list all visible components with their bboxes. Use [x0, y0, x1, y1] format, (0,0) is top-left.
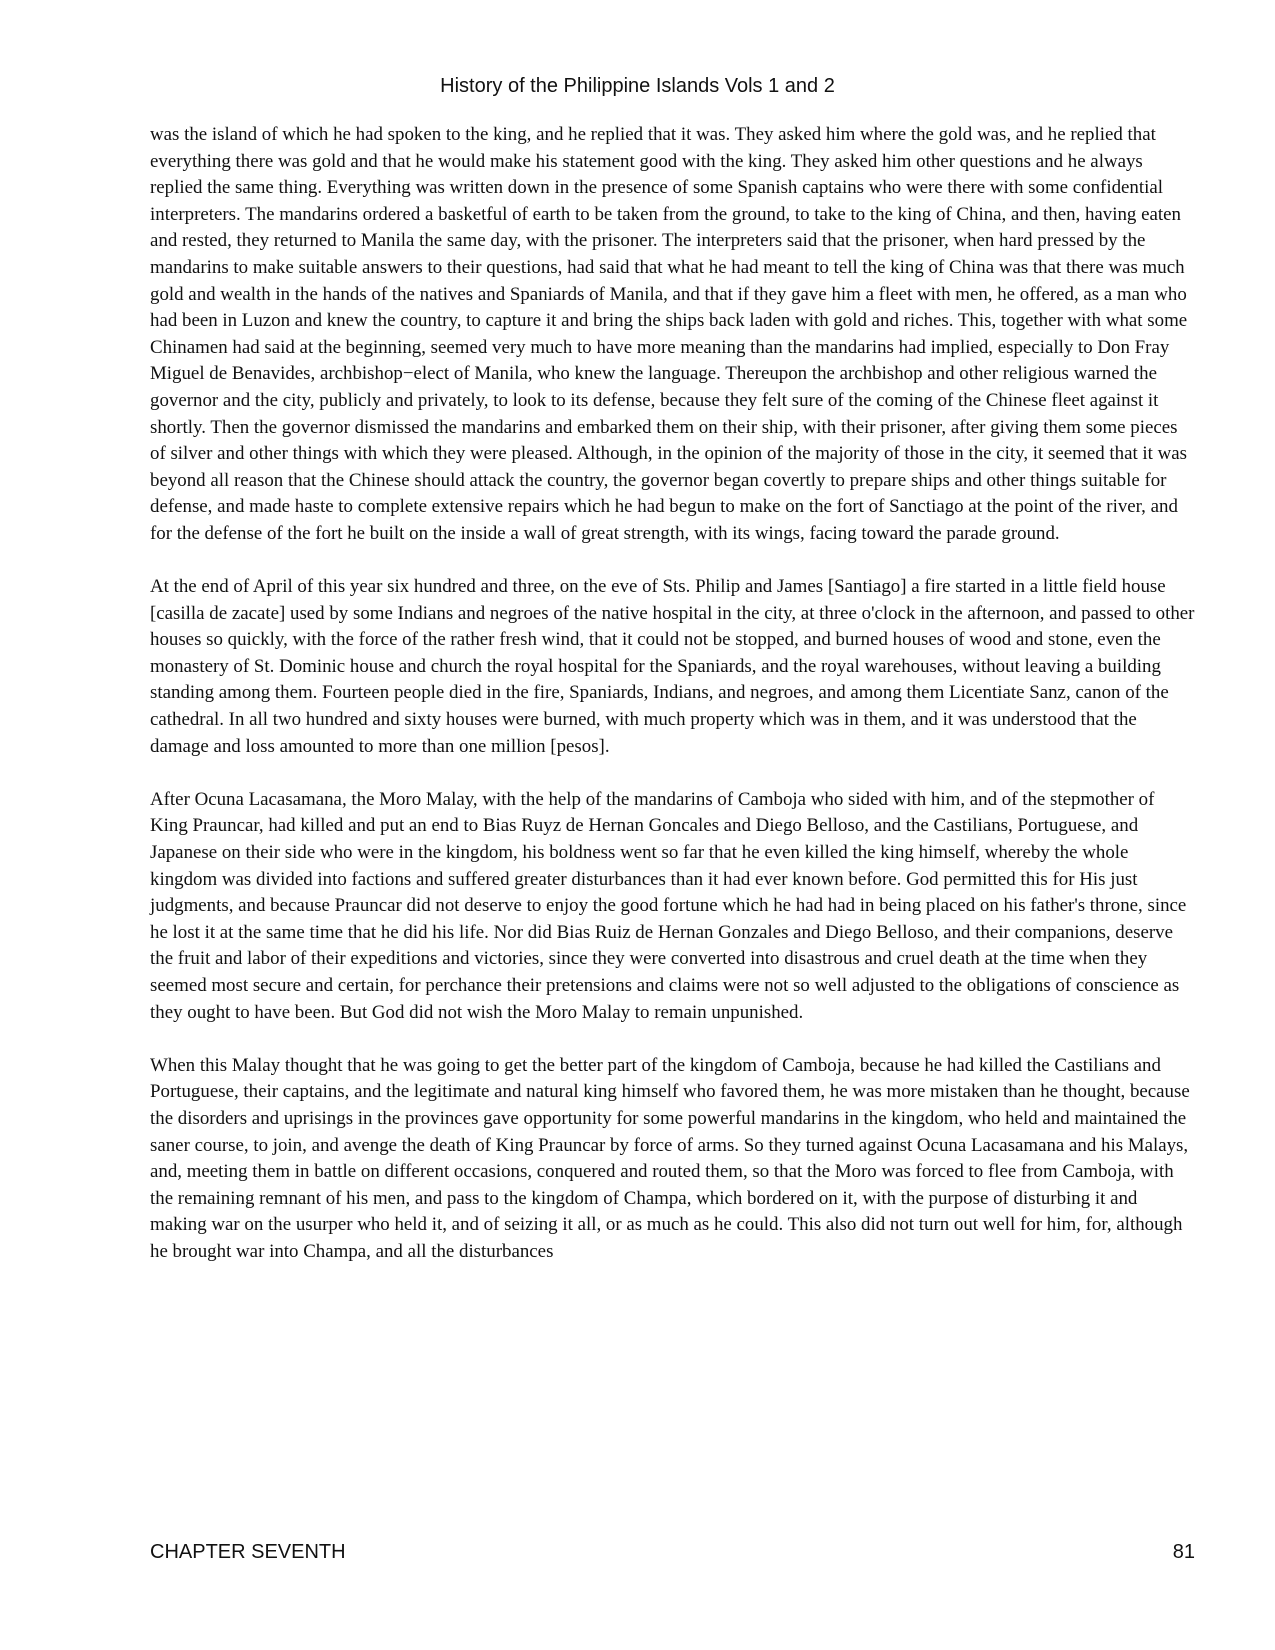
paragraph: After Ocuna Lacasamana, the Moro Malay, with the help of the mandarins of Camboja who sided with him, and of the stepmother of King Prauncar, had killed and put an end to Bias Ruyz de Hernan Goncales and Diego Belloso, and the Castilians, Portuguese, and Japanese on their side who were in the kingdom, his boldness went so far that he even killed the king himself, whereby the whole kingdom was divided into factions and suffered greater disturbances than it had ever known before. God permitted this for His just judgments, and because Prauncar did not deserve to enjoy the good fortune which he had had in being placed on his father's throne, since he lost it at the same time that he did his life. Nor did Bias Ruiz de Hernan Gonzales and Diego Belloso, and their companions, deserve the fruit and labor of their expeditions and victories, since they were converted into disastrous and cruel death at the time when they seemed most secure and certain, for perchance their pretensions and claims were not so well adjusted to the obligations of conscience as they ought to have been. But God did not wish the Moro Malay to remain unpunished.	[150, 788, 1187, 1023]
chapter-label: CHAPTER SEVENTH	[150, 1541, 346, 1563]
body-text	[150, 122, 1195, 1292]
running-header: History of the Philippine Islands Vols 1 and 2	[440, 75, 835, 97]
paragraph: At the end of April of this year six hundred and three, on the eve of Sts. Philip and James [Santiago] a fire started in a little field house [casilla de zacate] used by some Indians and negroes of the native hospital in the city, at three o'clock in the afternoon, and passed to other houses so quickly, with the force of the rather fresh wind, that it could not be stopped, and burned houses of wood and stone, even the monastery of St. Dominic house and church the royal hospital for the Spaniards, and the royal warehouses, without leaving a building standing among them. Fourteen people died in the fire, Spaniards, Indians, and negroes, and among them Licentiate Sanz, canon of the cathedral. In all two hundred and sixty houses were burned, with much property which was in them, and it was understood that the damage and loss amounted to more than one million [pesos].	[150, 576, 1195, 757]
paragraph: When this Malay thought that he was going to get the better part of the kingdom of Camboja, because he had killed the Castilians and Portuguese, their captains, and the legitimate and natural king himself who favored them, he was more mistaken than he thought, because the disorders and uprisings in the provinces gave opportunity for some powerful mandarins in the kingdom, who held and maintained the saner course, to join, and avenge the death of King Prauncar by force of arms. So they turned against Ocuna Lacasamana and his Malays, and, meeting them in battle on different occasions, conquered and routed them, so that the Moro was forced to flee from Camboja, with the remaining remnant of his men, and pass to the kingdom of Champa, which bordered on it, with the purpose of disturbing it and making war on the usurper who held it, and of seizing it all, or as much as he could. This also did not turn out well for him, for, although he brought war into Champa, and all the disturbances	[150, 1054, 1190, 1262]
paragraph: was the island of which he had spoken to the king, and he replied that it was. They asked him where the gold was, and he replied that everything there was gold and that he would make his statement good with the king. They asked him other questions and he always replied the same thing. Everything was written down in the presence of some Spanish captains who were there with some confidential interpreters. The mandarins ordered a basketful of earth to be taken from the ground, to take to the king of China, and then, having eaten and rested, they returned to Manila the same day, with the prisoner. The interpreters said that the prisoner, when hard pressed by the mandarins to make suitable answers to their questions, had said that what he had meant to tell the king of China was that there was much gold and wealth in the hands of the natives and Spaniards of Manila, and that if they gave him a fleet with men, he offered, as a man who had been in Luzon and knew the country, to capture it and bring the ships back laden with gold and riches. This, together with what some Chinamen had said at the beginning, seemed very much to have more meaning than the mandarins had implied, especially to Don Fray Miguel de Benavides, archbishop−elect of Manila, who knew the language. Thereupon the archbishop and other religious warned the governor and the city, publicly and privately, to look to its defense, because they felt sure of the coming of the Chinese fleet against it shortly. Then the governor dismissed the mandarins and embarked them on their ship, with their prisoner, after giving them some pieces of silver and other things with which they were pleased. Although, in the opinion of the majority of those in the city, it seemed that it was beyond all reason that the Chinese should attack the country, the governor began covertly to prepare ships and other things suitable for defense, and made haste to complete extensive repairs which he had begun to make on the fort of Sanctiago at the point of the river, and for the defense of the fort he built on the inside a wall of great strength, with its wings, facing toward the parade ground.	[150, 124, 1188, 544]
running-footer	[150, 1538, 1195, 1568]
page-number: 81	[1172, 1541, 1195, 1563]
